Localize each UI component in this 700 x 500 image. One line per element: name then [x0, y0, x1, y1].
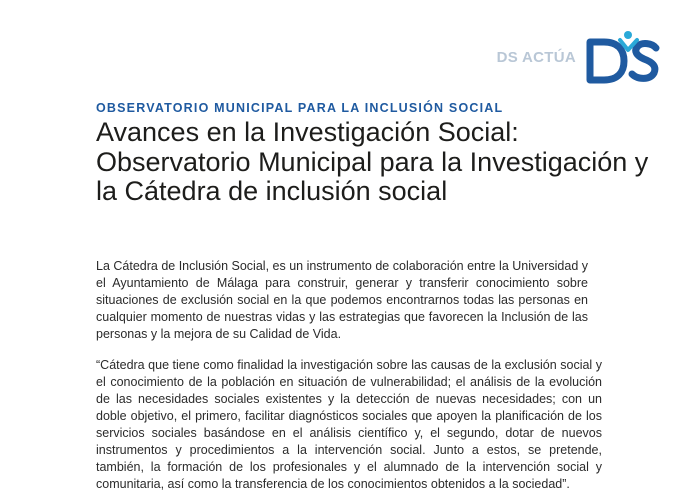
intro-paragraph: La Cátedra de Inclusión Social, es un instrumento de colaboración entre la Universidad y el Ayuntamiento de Málaga para construir, generar y transferir conocimiento sobre situaciones de exclusión social en la que podemos encontrarnos todas las personas en cualquier momento de nuestras vidas y las estrategias que favorecen la Inclusión de las personas y la mejora de su Calidad de Vida. [96, 259, 588, 341]
page-title: Avances en la Investigación Social: Observatorio Municipal para la Investigación y la Cátedra de inclusión social [96, 117, 649, 206]
brand-header [497, 28, 664, 86]
ds-logo-icon [584, 28, 664, 86]
quote-paragraph: “Cátedra que tiene como finalidad la investigación sobre las causas de la exclusión social y el conocimiento de la población en situación de vulnerabilidad; el análisis de la evolución de las necesidades sociales existentes y la detección de nuevas necesidades; con un doble objetivo, el primero, facilitar diagnósticos sociales que apoyen la planificación de los servicios sociales basándose en el análisis científico y, el segundo, dotar de nuevos instrumentos y procedimientos a la intervención social. Junto a estos, se pretende, también, la formación de los profesionales y el alumnado de la intervención social y comunitaria, así como la transferencia de los conocimientos obtenidos a la sociedad”. [96, 358, 602, 491]
brand-text: DS ACTÚA [496, 48, 576, 66]
section-eyebrow: OBSERVATORIO MUNICIPAL PARA LA INCLUSIÓN SOCIAL [96, 101, 504, 115]
